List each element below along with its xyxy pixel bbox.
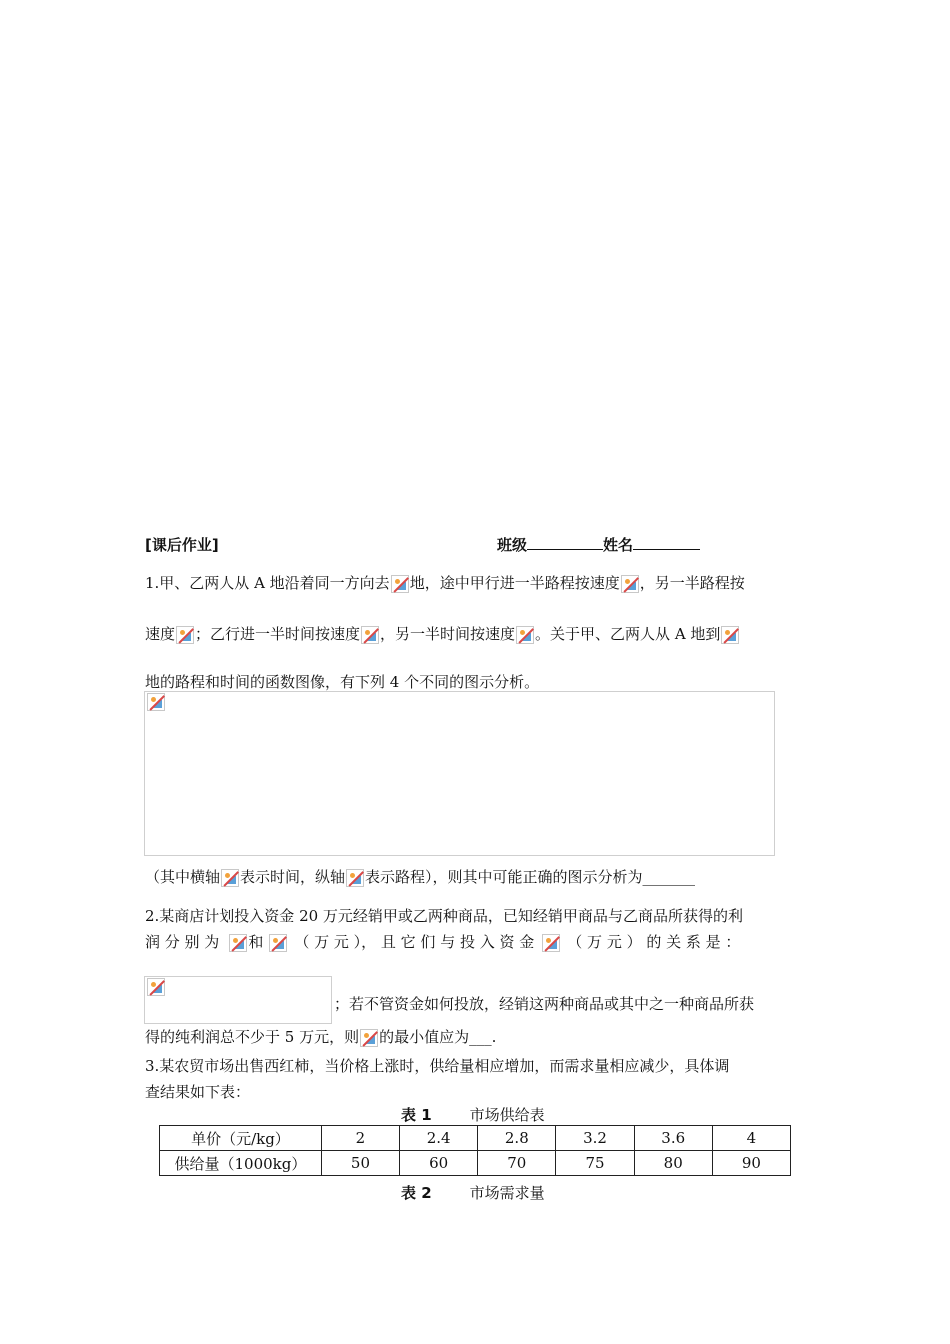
- answer-blank: _______: [642, 868, 696, 886]
- q2-line-4: [145, 1026, 496, 1047]
- broken-image-icon: [176, 626, 194, 644]
- table1-caption-title: 市场供给表: [469, 1106, 545, 1124]
- broken-image-icon: [229, 934, 247, 952]
- table1-caption-label: 表 1: [401, 1106, 432, 1124]
- name-blank: [633, 535, 700, 550]
- q2-text: （ 万 元 ）， 且 它 们 与 投 入 资 金: [294, 933, 535, 951]
- q3-line-2: 查结果如下表：: [145, 1083, 251, 1101]
- q1-line-4: [145, 866, 695, 887]
- table-cell: 2.8: [478, 1126, 556, 1151]
- q1-line-3: 地的路程和时间的函数图像，有下列 4 个不同的图示分析。: [145, 673, 540, 691]
- q2-line-3: ；若不管资金如何投放，经销这两种商品或其中之一种商品所获: [334, 995, 755, 1013]
- table-cell: 4: [712, 1126, 790, 1151]
- broken-image-icon: [360, 1029, 378, 1047]
- q2-text: 的最小值应为___.: [379, 1028, 497, 1046]
- q1-text: 1.甲、乙两人从 A 地沿着同一方向去: [145, 574, 390, 592]
- broken-image-icon: [542, 934, 560, 952]
- table-cell: 80: [634, 1151, 712, 1176]
- table2-caption-title: 市场需求量: [469, 1184, 545, 1202]
- table-cell: 60: [400, 1151, 478, 1176]
- q1-line-2: [145, 623, 740, 644]
- table-cell: 单价（元/kg）: [160, 1126, 322, 1151]
- table-cell: 70: [478, 1151, 556, 1176]
- broken-image-icon: [516, 626, 534, 644]
- name-label: 姓名: [603, 536, 634, 554]
- broken-image-icon: [269, 934, 287, 952]
- graph-image-placeholder: [144, 691, 775, 856]
- class-label: 班级: [497, 536, 528, 554]
- broken-image-icon: [391, 575, 409, 593]
- table-cell: 2.4: [400, 1126, 478, 1151]
- q2-text: 润 分 别 为: [145, 933, 220, 951]
- table2-caption: [401, 1182, 545, 1203]
- table-cell: 3.2: [556, 1126, 634, 1151]
- broken-image-icon: [721, 626, 739, 644]
- formula-image-placeholder: [144, 976, 332, 1024]
- broken-image-icon: [147, 978, 165, 996]
- q1-text: 地，途中甲行进一半路程按速度: [409, 574, 620, 592]
- table-row: [160, 1126, 791, 1151]
- q1-text: （其中横轴: [145, 868, 221, 886]
- broken-image-icon: [221, 869, 239, 887]
- homework-title: [课后作业]: [145, 536, 219, 554]
- broken-image-icon: [346, 869, 364, 887]
- table-cell: 2: [321, 1126, 399, 1151]
- broken-image-icon: [621, 575, 639, 593]
- q1-text: ，另一半时间按速度: [380, 625, 516, 643]
- table-row: [160, 1151, 791, 1176]
- q1-line-1: [145, 572, 745, 593]
- q3-line-1: 3.某农贸市场出售西红柿，当价格上涨时，供给量相应增加，而需求量相应减少，具体调: [145, 1057, 730, 1075]
- table-cell: 供给量（1000kg）: [160, 1151, 322, 1176]
- table1-caption: [401, 1104, 545, 1125]
- q2-text: 得的纯利润总不少于 5 万元，则: [145, 1028, 360, 1046]
- q2-line-1: 2.某商店计划投入资金 20 万元经销甲或乙两种商品，已知经销甲商品与乙商品所获得的利: [145, 907, 743, 925]
- table-cell: 50: [321, 1151, 399, 1176]
- q2-text: 和: [248, 933, 264, 951]
- q1-text: 表示时间，纵轴: [240, 868, 346, 886]
- table-cell: 90: [712, 1151, 790, 1176]
- broken-image-icon: [147, 693, 165, 711]
- class-name-line: [497, 534, 700, 555]
- q1-text: ，另一半路程按: [639, 574, 745, 592]
- class-blank: [527, 535, 603, 550]
- broken-image-icon: [361, 626, 379, 644]
- table-cell: 3.6: [634, 1126, 712, 1151]
- table-cell: 75: [556, 1151, 634, 1176]
- q1-text: 。关于甲、乙两人从 A 地到: [535, 625, 721, 643]
- q1-text: 速度: [145, 625, 176, 643]
- q2-text: （ 万 元 ） 的 关 系 是 ：: [567, 933, 741, 951]
- table2-caption-label: 表 2: [401, 1184, 432, 1202]
- q1-text: ；乙行进一半时间按速度: [195, 625, 361, 643]
- q2-line-2: [145, 931, 740, 952]
- q1-text: 表示路程），则其中可能正确的图示分析为: [365, 868, 643, 886]
- supply-table: [159, 1125, 791, 1176]
